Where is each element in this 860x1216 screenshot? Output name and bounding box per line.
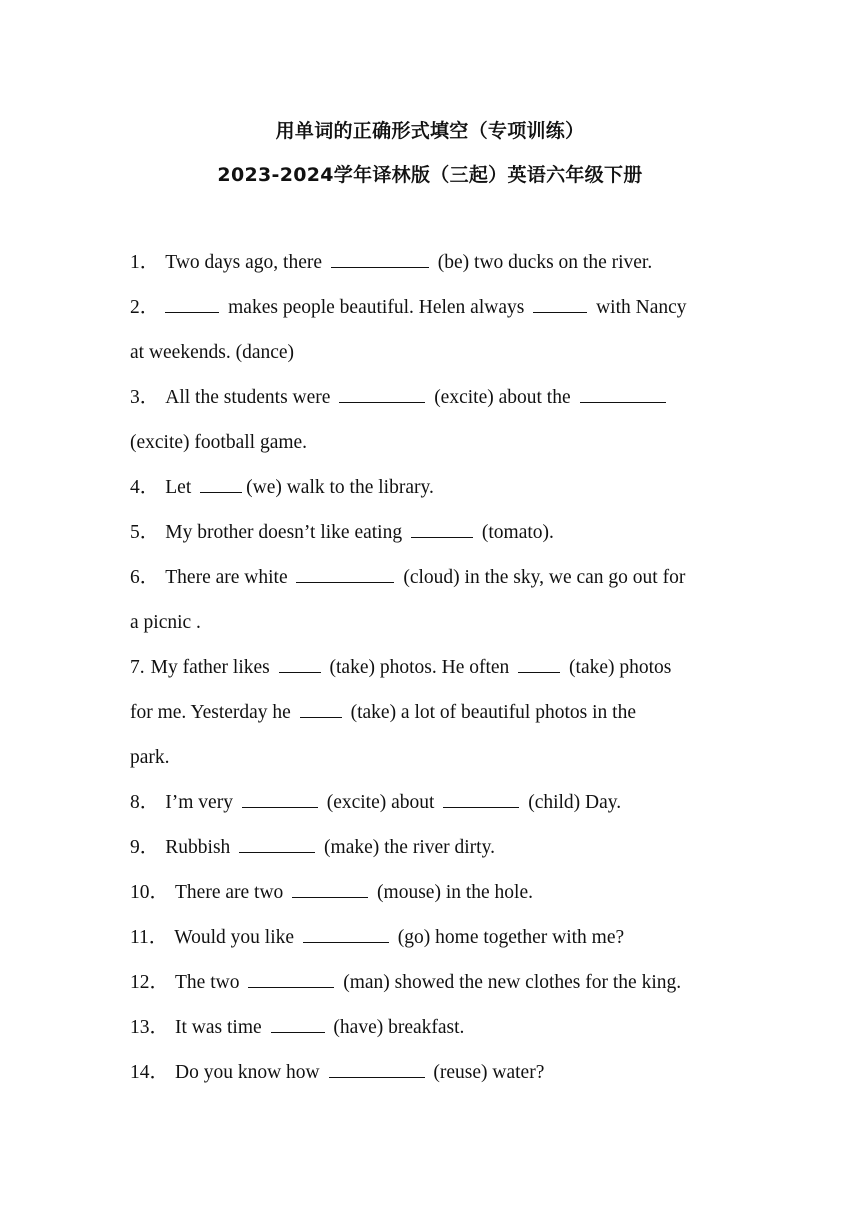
question-5-line-1 xyxy=(130,521,554,545)
question-3-line-2 xyxy=(130,431,307,455)
question-14-line-1 xyxy=(130,1061,544,1085)
question-text: (we) walk to the library. xyxy=(246,477,434,498)
question-text: (have) breakfast. xyxy=(328,1017,465,1038)
question-text: The two xyxy=(175,972,245,993)
question-number: 8． xyxy=(130,792,160,813)
answer-blank[interactable] xyxy=(303,926,389,943)
question-text: There are white xyxy=(165,567,293,588)
question-11-line-1 xyxy=(130,926,624,950)
question-text: Rubbish xyxy=(165,837,236,858)
question-number: 6． xyxy=(130,567,160,588)
question-text: (tomato). xyxy=(476,522,554,543)
question-number: 2． xyxy=(130,297,160,318)
question-7-line-3 xyxy=(130,746,170,770)
question-text: It was time xyxy=(175,1017,267,1038)
question-12-line-1 xyxy=(130,971,681,995)
question-text: a picnic . xyxy=(130,612,201,633)
question-number: 4． xyxy=(130,477,160,498)
question-7-line-2 xyxy=(130,701,636,725)
question-text: (make) the river dirty. xyxy=(319,837,495,858)
answer-blank[interactable] xyxy=(329,1061,425,1078)
question-number: 12． xyxy=(130,972,170,993)
question-text: park. xyxy=(130,747,170,768)
question-13-line-1 xyxy=(130,1016,464,1040)
question-9-line-1 xyxy=(130,836,495,860)
question-3-line-1 xyxy=(130,386,670,410)
question-text: (excite) about xyxy=(321,792,440,813)
question-7-line-1 xyxy=(130,656,671,680)
question-text: All the students were xyxy=(165,387,336,408)
answer-blank[interactable] xyxy=(339,386,425,403)
answer-blank[interactable] xyxy=(443,791,519,808)
question-4-line-1 xyxy=(130,476,434,500)
question-1-line-1 xyxy=(130,251,652,275)
question-text: (mouse) in the hole. xyxy=(372,882,534,903)
answer-blank[interactable] xyxy=(200,476,242,493)
page-subtitle: 2023-2024学年译林版（三起）英语六年级下册 xyxy=(217,164,643,186)
question-text: (excite) football game. xyxy=(130,432,308,453)
question-text: There are two xyxy=(175,882,289,903)
question-number: 1． xyxy=(130,252,160,273)
question-text: (take) photos xyxy=(564,657,672,678)
question-text: I’m very xyxy=(165,792,238,813)
question-6-line-2 xyxy=(130,611,201,635)
question-number: 11． xyxy=(130,927,169,948)
question-text: for me. Yesterday he xyxy=(130,702,296,723)
answer-blank[interactable] xyxy=(248,971,334,988)
answer-blank[interactable] xyxy=(292,881,368,898)
answer-blank[interactable] xyxy=(411,521,473,538)
question-6-line-1 xyxy=(130,566,685,590)
question-text: (take) a lot of beautiful photos in the xyxy=(345,702,636,723)
question-text: (child) Day. xyxy=(523,792,622,813)
question-text: (cloud) in the sky, we can go out for xyxy=(398,567,686,588)
answer-blank[interactable] xyxy=(331,251,429,268)
answer-blank[interactable] xyxy=(296,566,394,583)
question-2-line-1 xyxy=(130,296,687,320)
answer-blank[interactable] xyxy=(239,836,315,853)
question-number: 5． xyxy=(130,522,160,543)
question-text: My father likes xyxy=(150,657,275,678)
question-text: makes people beautiful. Helen always xyxy=(223,297,530,318)
answer-blank[interactable] xyxy=(165,296,219,313)
answer-blank[interactable] xyxy=(242,791,318,808)
question-10-line-1 xyxy=(130,881,533,905)
answer-blank[interactable] xyxy=(580,386,666,403)
question-text: Would you like xyxy=(174,927,299,948)
question-number: 13． xyxy=(130,1017,170,1038)
question-number: 14． xyxy=(130,1062,170,1083)
question-text: at weekends. (dance) xyxy=(130,342,295,363)
question-text: (be) two ducks on the river. xyxy=(432,252,653,273)
question-text: My brother doesn’t like eating xyxy=(165,522,407,543)
question-text: Do you know how xyxy=(175,1062,325,1083)
question-number: 10． xyxy=(130,882,170,903)
question-number: 9． xyxy=(130,837,160,858)
question-number: 7. xyxy=(130,657,145,678)
question-text: (reuse) water? xyxy=(428,1062,545,1083)
question-text: (take) photos. He often xyxy=(324,657,515,678)
answer-blank[interactable] xyxy=(518,656,560,673)
question-text: (excite) about the xyxy=(429,387,576,408)
answer-blank[interactable] xyxy=(279,656,321,673)
answer-blank[interactable] xyxy=(271,1016,325,1033)
question-text: Two days ago, there xyxy=(165,252,327,273)
question-8-line-1 xyxy=(130,791,621,815)
answer-blank[interactable] xyxy=(533,296,587,313)
question-text: (man) showed the new clothes for the king. xyxy=(338,972,682,993)
page-title: 用单词的正确形式填空（专项训练） xyxy=(275,120,585,142)
question-2-line-2 xyxy=(130,341,294,365)
answer-blank[interactable] xyxy=(300,701,342,718)
question-text: Let xyxy=(165,477,197,498)
question-text: (go) home together with me? xyxy=(392,927,625,948)
question-text: with Nancy xyxy=(591,297,687,318)
question-number: 3． xyxy=(130,387,160,408)
